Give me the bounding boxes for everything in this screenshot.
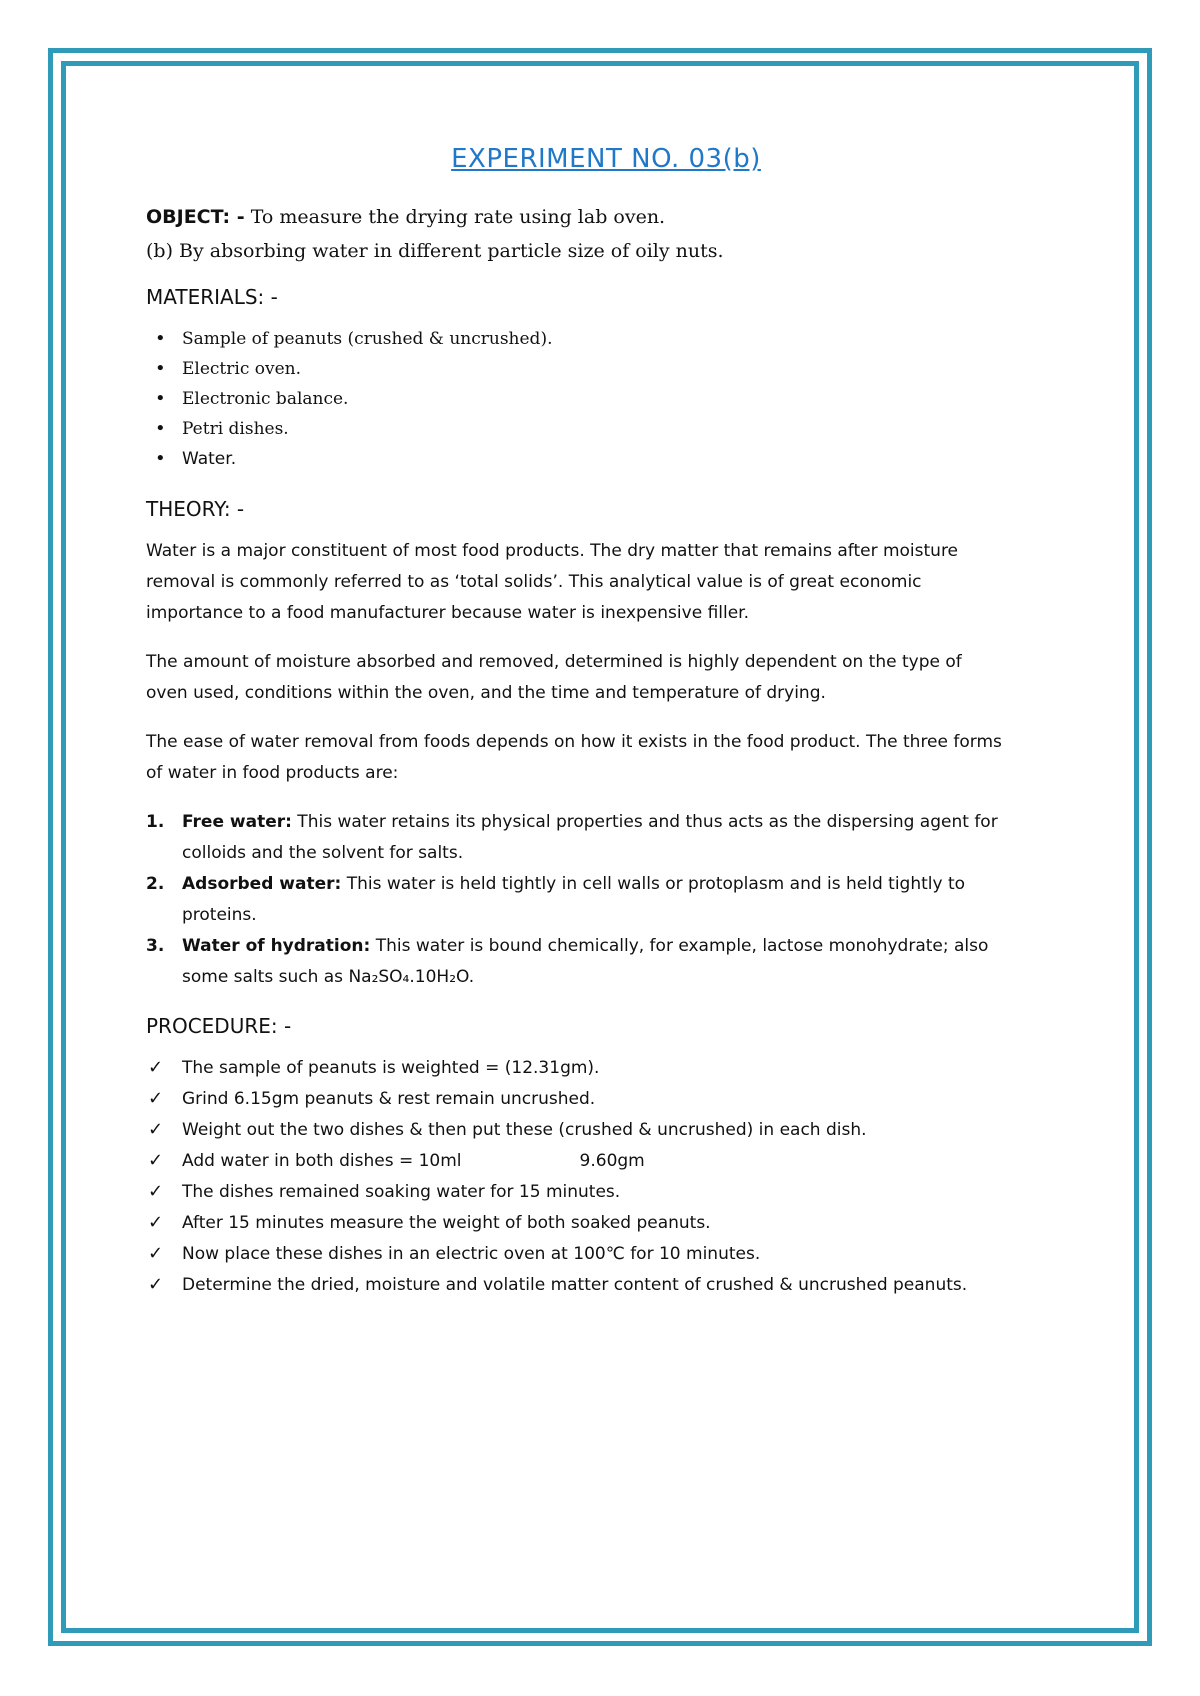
list-item: • Electric oven. <box>146 354 1066 384</box>
theory-heading: THEORY: - <box>146 497 245 521</box>
list-item: • Water. <box>146 444 1066 474</box>
checkmark-icon: ✓ <box>148 1212 164 1233</box>
object-line-2: (b) By absorbing water in different particle size of oily nuts. <box>146 240 724 262</box>
list-item: ✓ Grind 6.15gm peanuts & rest remain uncrushed. <box>146 1084 1066 1115</box>
object-label: OBJECT: - <box>146 206 245 228</box>
list-item: ✓ Add water in both dishes = 10ml 9.60gm <box>146 1146 1066 1177</box>
list-item: 1. Free water: This water retains its physical properties and thus acts as the dispersing agent for colloids and the solvent for salts. <box>146 812 998 863</box>
theory-paragraph-2: The amount of moisture absorbed and removed, determined is highly dependent on the type of oven used, conditions within the oven, and the time and temperature of drying. <box>146 652 962 703</box>
list-item: ✓ Now place these dishes in an electric oven at 100℃ for 10 minutes. <box>146 1239 1066 1270</box>
theory-paragraph-3: The ease of water removal from foods depends on how it exists in the food product. The three forms of water in food products are: <box>146 732 1002 783</box>
bullet-icon: • <box>155 328 166 349</box>
checkmark-icon: ✓ <box>148 1057 164 1078</box>
checkmark-icon: ✓ <box>148 1088 164 1109</box>
document-body <box>146 140 1066 1301</box>
theory-paragraph-1: Water is a major constituent of most food products. The dry matter that remains after moisture removal is commonly referred to as ‘total solids’. This analytical value is of great economic importance to a food manufacturer because water is inexpensive filler. <box>146 541 959 623</box>
list-item: • Petri dishes. <box>146 414 1066 444</box>
water-weight: 9.60gm <box>579 1151 645 1171</box>
bullet-icon: • <box>155 388 166 409</box>
experiment-title: EXPERIMENT NO. 03(b) <box>451 144 761 174</box>
object-line <box>146 200 1066 234</box>
list-item: • Sample of peanuts (crushed & uncrushed). <box>146 324 1066 354</box>
procedure-list <box>146 1053 1066 1301</box>
list-item: ✓ Weight out the two dishes & then put these (crushed & uncrushed) in each dish. <box>146 1115 1066 1146</box>
list-item: ✓ Determine the dried, moisture and volatile matter content of crushed & uncrushed peanuts. <box>146 1270 1066 1301</box>
bullet-icon: • <box>155 358 166 379</box>
checkmark-icon: ✓ <box>148 1181 164 1202</box>
list-item: 2. Adsorbed water: This water is held tightly in cell walls or protoplasm and is held tightly to proteins. <box>146 874 966 925</box>
materials-heading: MATERIALS: - <box>146 285 278 309</box>
list-item: ✓ The dishes remained soaking water for 15 minutes. <box>146 1177 1066 1208</box>
checkmark-icon: ✓ <box>148 1274 164 1295</box>
procedure-heading: PROCEDURE: - <box>146 1014 292 1038</box>
bullet-icon: • <box>155 418 166 439</box>
checkmark-icon: ✓ <box>148 1243 164 1264</box>
list-item: • Electronic balance. <box>146 384 1066 414</box>
checkmark-icon: ✓ <box>148 1150 164 1171</box>
checkmark-icon: ✓ <box>148 1119 164 1140</box>
bullet-icon: • <box>155 448 166 469</box>
water-forms-list <box>146 807 1066 993</box>
list-item: ✓ After 15 minutes measure the weight of both soaked peanuts. <box>146 1208 1066 1239</box>
list-item: 3. Water of hydration: This water is bound chemically, for example, lactose monohydrate; also some salts such as Na₂SO₄.10H₂O. <box>146 936 989 987</box>
materials-list <box>146 324 1066 474</box>
list-item: ✓ The sample of peanuts is weighted = (12.31gm). <box>146 1053 1066 1084</box>
object-text: To measure the drying rate using lab oven. <box>244 206 666 228</box>
